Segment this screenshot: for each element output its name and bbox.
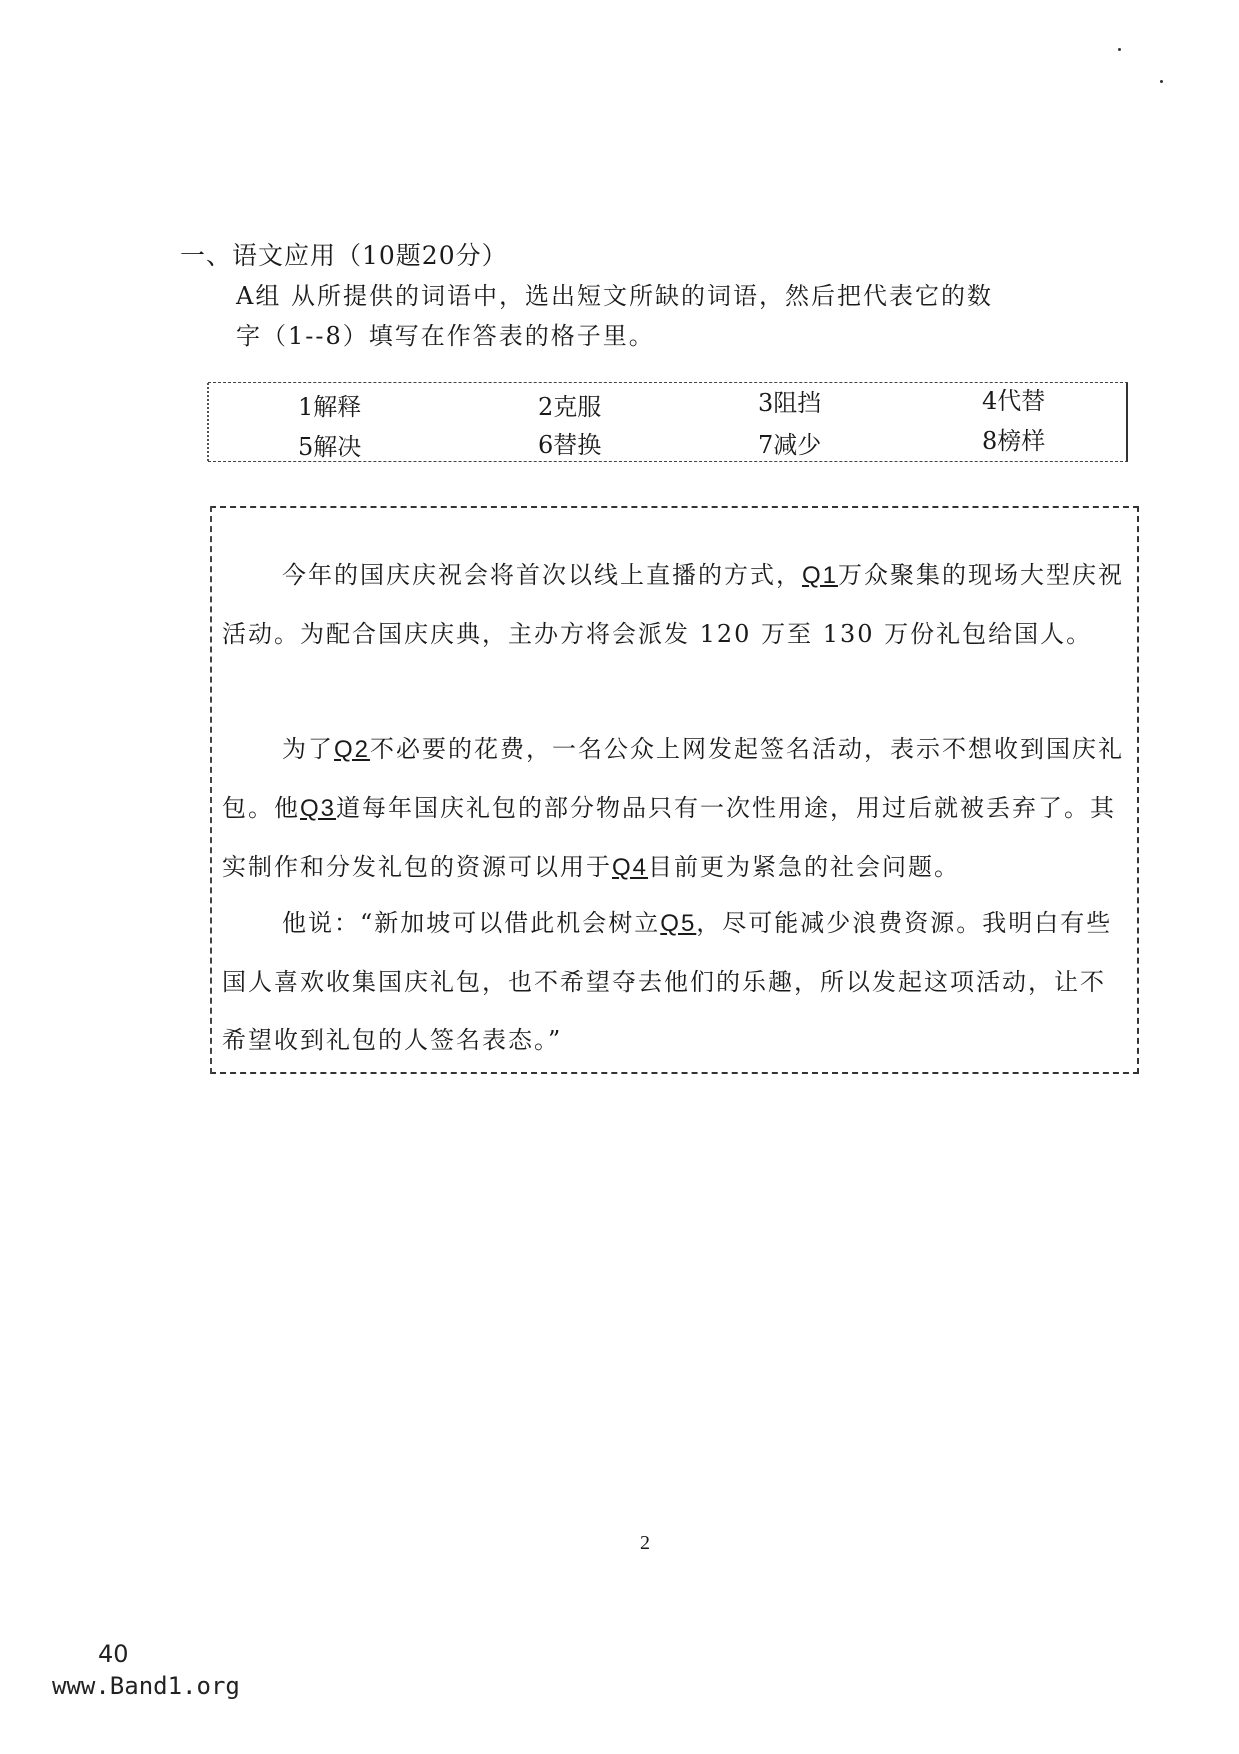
word-bank — [208, 382, 1128, 462]
text: 万众聚集的现场大型庆祝活动。为配合国庆庆典，主办方将会派发 120 万至 130 万份礼包给国人。 — [222, 561, 1125, 648]
page-number: 2 — [640, 1532, 650, 1554]
blank-q1: Q1 — [802, 562, 839, 589]
instruction-line-1: A组 从所提供的词语中，选出短文所缺的词语，然后把代表它的数 — [236, 282, 993, 310]
footer-url: www.Band1.org — [52, 1672, 240, 1700]
text: 不必要的花费，一名公众上网发起签名活动，表示不想收到国庆礼包。他 — [222, 735, 1125, 822]
paragraph-2 — [222, 720, 1127, 897]
word-option-6: 6替换 — [538, 431, 602, 459]
word-option-8: 8榜样 — [982, 427, 1046, 455]
blank-q4: Q4 — [612, 854, 649, 881]
text: 目前更为紧急的社会问题。 — [648, 853, 961, 881]
text: 他说：“新加坡可以借此机会树立 — [282, 909, 661, 937]
scan-dot — [1160, 80, 1163, 83]
blank-q5: Q5 — [660, 910, 697, 937]
text: 道每年国庆礼包的部分物品只有一次性用途，用过后就被丢弃了。其实制作和分发礼包的资源可以用于 — [222, 794, 1117, 881]
paragraph-1 — [222, 546, 1127, 663]
instruction-line-2: 字（1--8）填写在作答表的格子里。 — [236, 322, 655, 350]
word-option-2: 2克服 — [538, 393, 602, 421]
text: 今年的国庆庆祝会将首次以线上直播的方式， — [282, 561, 802, 589]
text: ，尽可能减少浪费资源。我明白有些国人喜欢收集国庆礼包，也不希望夺去他们的乐趣，所以发起这项活动，让不希望收到礼包的人签名表态。” — [222, 909, 1113, 1054]
text: 为了 — [282, 735, 334, 763]
footer-number: 40 — [98, 1640, 129, 1668]
paragraph-3 — [222, 894, 1127, 1069]
word-option-3: 3阻挡 — [758, 389, 822, 417]
word-option-4: 4代替 — [982, 387, 1046, 415]
word-option-7: 7减少 — [758, 431, 822, 459]
section-title: 一、语文应用（10题20分） — [180, 241, 508, 270]
blank-q2: Q2 — [334, 736, 371, 763]
word-option-1: 1解释 — [298, 393, 362, 421]
scan-dot — [1118, 48, 1121, 51]
blank-q3: Q3 — [300, 795, 337, 822]
passage-box — [210, 506, 1139, 1074]
word-option-5: 5解决 — [298, 433, 362, 461]
